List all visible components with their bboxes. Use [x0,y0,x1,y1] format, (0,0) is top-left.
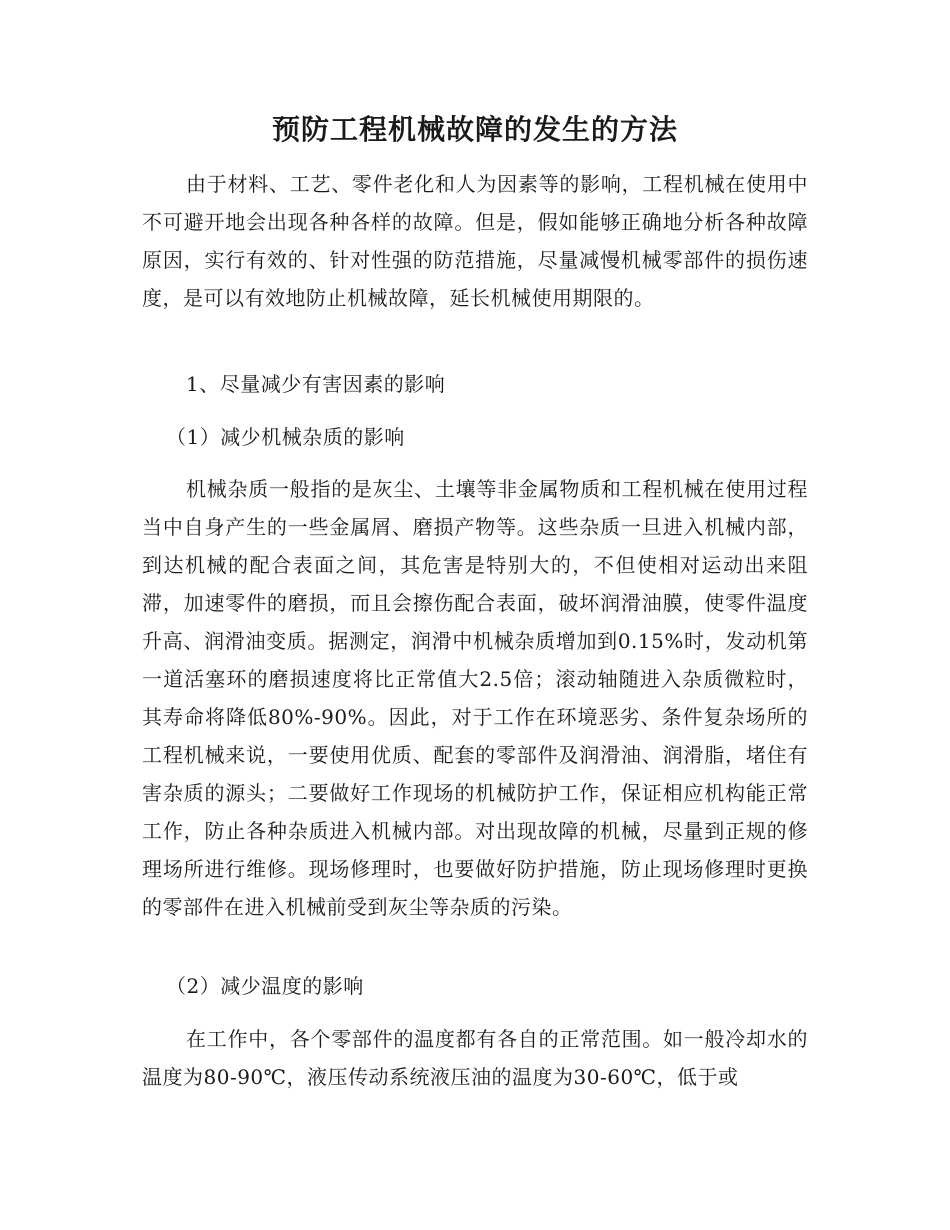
intro-paragraph: 由于材料、工艺、零件老化和人为因素等的影响，工程机械在使用中不可避开地会出现各种各样的故障。但是，假如能够正确地分析各种故障原因，实行有效的、针对性强的防范措施，尽量减慢机械零部件的损伤速度，是可以有效地防止机械故障，延长机械使用期限的。 [142,172,808,310]
subsection-1-heading: （1）减少机械杂质的影响 [166,425,405,449]
document-title: 预防工程机械故障的发生的方法 [271,113,678,146]
subsection-2-heading: （2）减少温度的影响 [166,974,364,998]
subsection-1-paragraph: 机械杂质一般指的是灰尘、土壤等非金属物质和工程机械在使用过程当中自身产生的一些金属屑、磨损产物等。这些杂质一旦进入机械内部，到达机械的配合表面之间，其危害是特别大的，不但使相对运动出来阻滞，加速零件的磨损，而且会擦伤配合表面，破坏润滑油膜，使零件温度升高、润滑油变质。据测定，润滑中机械杂质增加到0.15%时，发动机第一道活塞环的磨损速度将比正常值大2.5倍；滚动轴随进入杂质微粒时，其寿命将降低80%-90%。因此，对于工作在环境恶劣、条件复杂场所的工程机械来说，一要使用优质、配套的零部件及润滑油、润滑脂，堵住有害杂质的源头；二要做好工作现场的机械防护工作，保证相应机构能正常工作，防止各种杂质进入机械内部。对出现故障的机械，尽量到正规的修理场所进行维修。现场修理时，也要做好防护措施，防止现场修理时更换的零部件在进入机械前受到灰尘等杂质的污染。 [142,477,808,919]
section-1-heading: 1、尽量减少有害因素的影响 [186,372,446,396]
subsection-2-paragraph: 在工作中，各个零部件的温度都有各自的正常范围。如一般冷却水的温度为80-90℃，液压传动系统液压油的温度为30-60℃，低于或 [142,1027,808,1089]
